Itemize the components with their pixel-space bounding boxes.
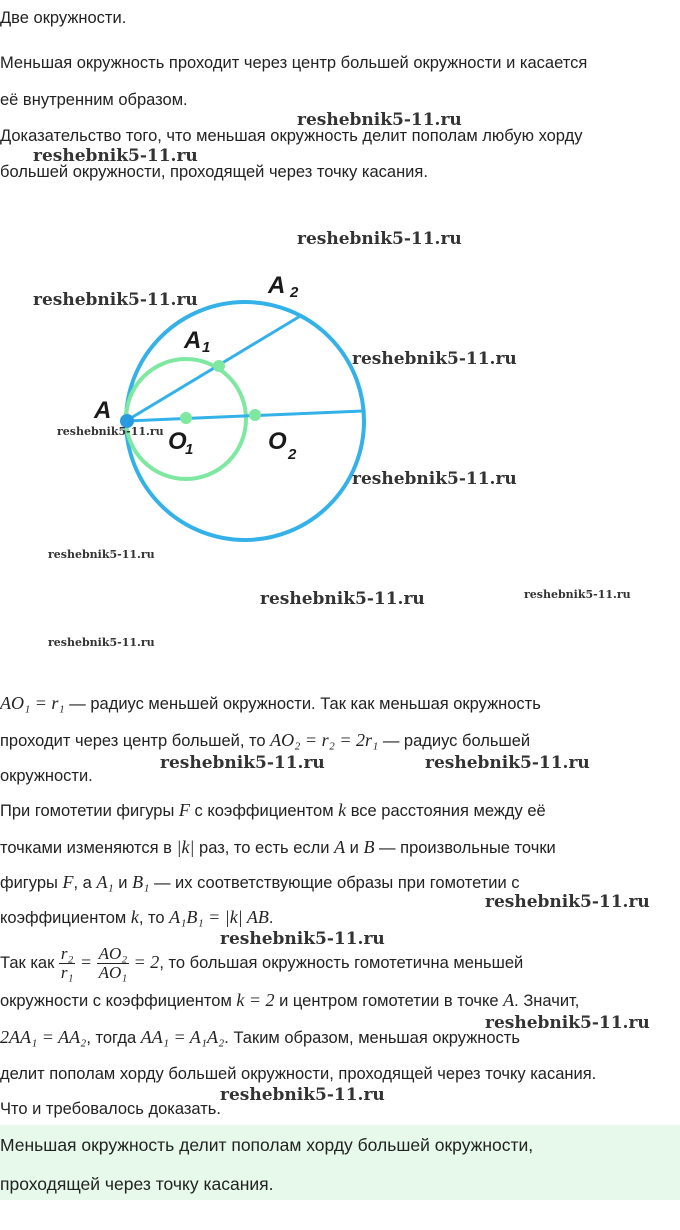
text: , то большая окружность гомотетична меньшей [159, 954, 524, 972]
math-k-equals-2: k = 2 [236, 990, 275, 1010]
label-o1: O [168, 428, 187, 455]
watermark: reshebnik5-11.ru [220, 1085, 385, 1105]
paragraph-3-line-1 [0, 940, 523, 984]
text: — произвольные точки [374, 839, 556, 857]
paragraph-3-line-5: Что и требовалось доказать. [0, 1100, 221, 1118]
answer-box [0, 1125, 680, 1200]
watermark: reshebnik5-11.ru [485, 1013, 650, 1033]
watermark: reshebnik5-11.ru [260, 589, 425, 609]
watermark: reshebnik5-11.ru [48, 548, 155, 561]
point-a1 [213, 360, 225, 372]
math-b1: B₁ [132, 872, 150, 892]
watermark: reshebnik5-11.ru [160, 753, 325, 773]
paragraph-1-line-2 [0, 730, 530, 751]
watermark: reshebnik5-11.ru [33, 146, 198, 166]
math-k: k [338, 800, 347, 820]
watermark: reshebnik5-11.ru [297, 229, 462, 249]
text: с коэффициентом [189, 802, 339, 820]
text: . Таким образом, меньшая окружность [224, 1029, 520, 1047]
label-o1-sub: 1 [185, 441, 194, 458]
text: и [113, 874, 133, 892]
watermark: reshebnik5-11.ru [48, 636, 155, 649]
fraction-denominator: r₁ [60, 963, 74, 983]
text: При гомотетии фигуры [0, 802, 179, 820]
math-a1: A₁ [96, 872, 114, 892]
text: окружности с коэффициентом [0, 992, 237, 1010]
fraction-numerator: AO₂ [98, 944, 128, 964]
text: и центром гомотетии в точке [274, 992, 504, 1010]
fraction-r2-r1 [59, 945, 76, 982]
paragraph-3-line-4: делит пополам хорду большей окружности, проходящей через точку касания. [0, 1065, 597, 1083]
watermark: reshebnik5-11.ru [220, 929, 385, 949]
text: точками изменяются в [0, 839, 177, 857]
text: все расстояния между её [346, 802, 546, 820]
fraction-ao2-ao1 [97, 945, 130, 982]
answer-line-2: проходящей через точку касания. [0, 1174, 274, 1194]
watermark: reshebnik5-11.ru [352, 349, 517, 369]
math-aa1: AA₁ = A₁A₂ [140, 1027, 225, 1047]
label-o2-sub: 2 [288, 446, 297, 463]
label-a2: A [268, 272, 286, 299]
math-formula: A₁B₁ = |k| AB [169, 907, 269, 927]
label-a1-sub: 1 [202, 339, 211, 356]
intro-line-3: Доказательство того, что меньшая окружность делит пополам любую хорду [0, 127, 583, 145]
text: раз, то есть если [194, 839, 335, 857]
paragraph-1-line-1 [0, 693, 541, 714]
text: , а [73, 874, 97, 892]
label-a: A [94, 397, 112, 424]
math-a: A [334, 837, 346, 857]
text: и [345, 839, 364, 857]
watermark: reshebnik5-11.ru [57, 425, 164, 438]
label-a1: A [184, 327, 202, 354]
text: коэффициентом [0, 909, 131, 927]
circles-diagram [0, 200, 400, 560]
paragraph-1-line-3: окружности. [0, 767, 93, 785]
text: — радиус большей [378, 732, 531, 750]
watermark: reshebnik5-11.ru [425, 753, 590, 773]
page-title: Две окружности. [0, 9, 127, 27]
math-ao2: AO₂ = r₂ = 2r₁ [270, 730, 379, 750]
answer-line-1: Меньшая окружность делит пополам хорду большей окружности, [0, 1135, 534, 1155]
fraction-numerator: r₂ [60, 944, 74, 964]
text: , то [138, 909, 170, 927]
watermark: reshebnik5-11.ru [33, 290, 198, 310]
paragraph-2-line-4 [0, 907, 273, 928]
math-f: F [62, 872, 74, 892]
text: Так как [0, 954, 59, 972]
math-2aa1: 2AA₁ = AA₂ [0, 1027, 87, 1047]
text: проходит через центр большей, то [0, 732, 271, 750]
watermark: reshebnik5-11.ru [297, 110, 462, 130]
watermark: reshebnik5-11.ru [485, 892, 650, 912]
text: — их соответствующие образы при гомотетии с [149, 874, 520, 892]
math-abs-k: |k| [176, 837, 195, 857]
paragraph-2-line-2 [0, 837, 556, 858]
watermark: reshebnik5-11.ru [524, 588, 631, 601]
fraction-denominator: AO₁ [98, 963, 128, 983]
math-b: B [363, 837, 375, 857]
text: . Значит, [514, 992, 580, 1010]
paragraph-3-line-3 [0, 1027, 520, 1048]
math-ao1: AO₁ = r₁ [0, 693, 65, 713]
label-a2-sub: 2 [290, 284, 299, 301]
point-o1 [180, 412, 192, 424]
math-f: F [178, 800, 190, 820]
intro-line-4: большей окружности, проходящей через точку касания. [0, 163, 428, 181]
paragraph-2-line-3 [0, 872, 520, 893]
paragraph-3-line-2 [0, 990, 579, 1011]
paragraph-2-line-1 [0, 800, 546, 821]
watermark: reshebnik5-11.ru [352, 469, 517, 489]
math-a: A [503, 990, 515, 1010]
text: . [268, 909, 274, 927]
text: — радиус меньшей окружности. Так как меньшая окружность [64, 695, 541, 713]
intro-line-2: её внутренним образом. [0, 91, 188, 109]
text: фигуры [0, 874, 63, 892]
math-equals-2: = 2 [129, 952, 160, 972]
intro-line-1: Меньшая окружность проходит через центр большей окружности и касается [0, 54, 588, 72]
math-k: k [130, 907, 139, 927]
math-equals: = [75, 952, 97, 972]
text: , тогда [86, 1029, 141, 1047]
label-o2: O [268, 428, 287, 455]
point-o2 [249, 409, 261, 421]
